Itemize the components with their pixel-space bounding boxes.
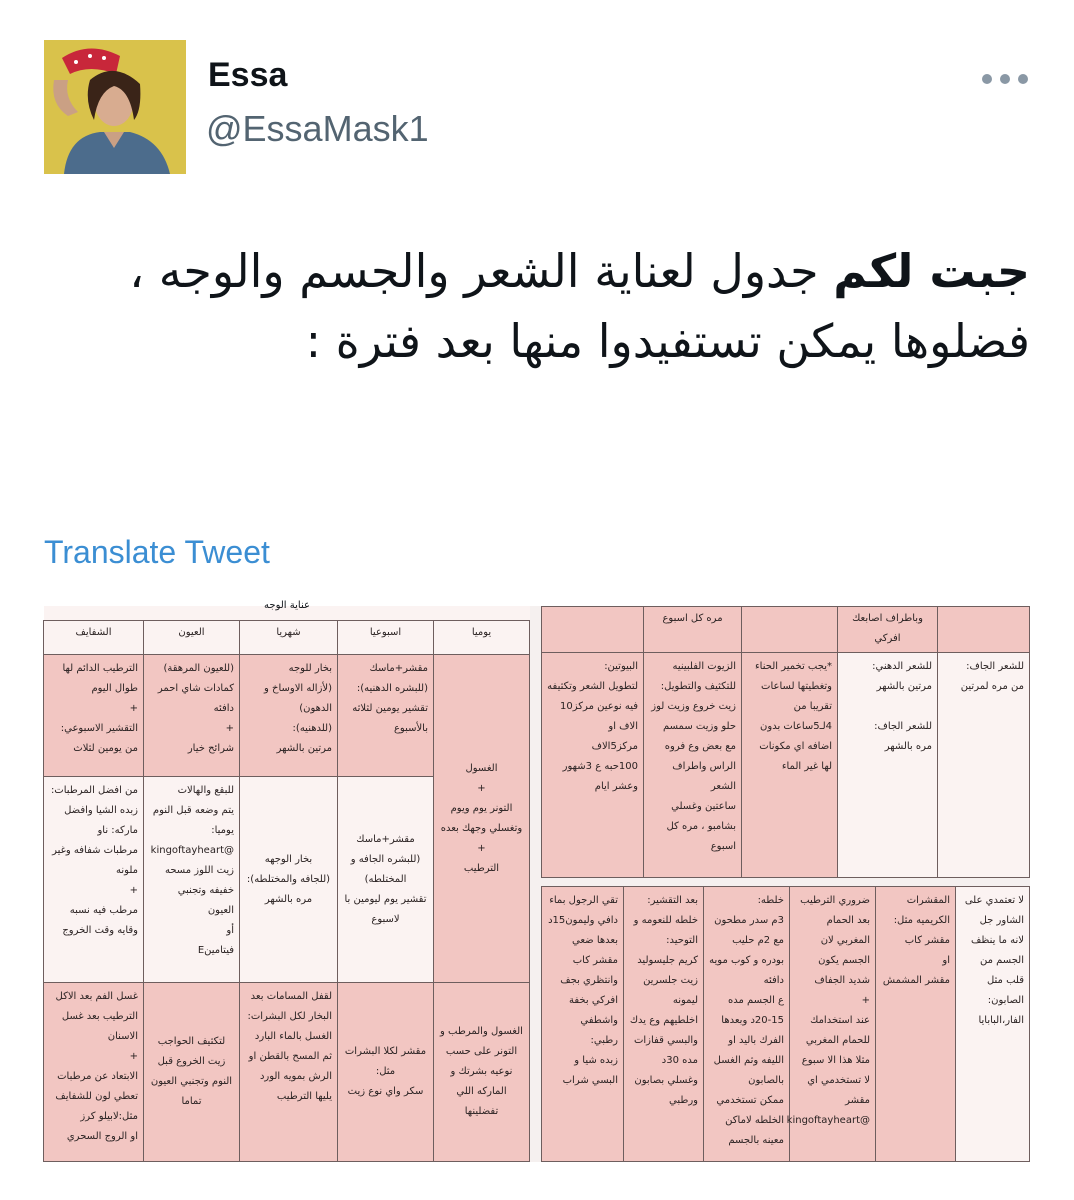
face-care-table (44, 600, 530, 1162)
face-cell: بخار الوجهه (للجافه والمختلطه): مره بالشهر (240, 777, 338, 983)
face-table-title: عناية الوجه (264, 600, 310, 611)
hair-header: وباطراف اصابعك افركي (838, 607, 938, 653)
face-cell: لقفل المسامات بعد البخار لكل البشرات: الغسل بالماء البارد ثم المسح بالقطن او الرش بمويه الورد يليها الترطيب (240, 983, 338, 1162)
body-cell: تقي الرجول بماء دافي وليمون15د بعدها ضعي مقشر كاب وانتظري بجف افركي بخفة واشطفي رطبي: زبده شيا و البسي شراب (542, 887, 624, 1162)
face-cell: مقشر+ماسك (للبشره الدهنيه): تقشير يومين لثلاثه بالأسبوع (338, 655, 434, 777)
hair-cell: *يجب تخمير الحناء وتغطيتها لساعات تقريبا من 4لـ5ساعات بدون اضافه اي مكونات لها غير الماء (742, 653, 838, 878)
author-avatar[interactable] (44, 40, 186, 174)
hair-cell: الزيوت الفلبينيه للتكثيف والتطويل: زيت خروع وزيت لوز حلو وزيت سمسم مع بعض وع فروه الراس واطراف الشعر ساعتين وغسلي بشامبو ، مره كل اسبوع (644, 653, 742, 878)
face-cell: لتكثيف الحواجب زيت الخروع قبل النوم وتجنبي العيون تماما (144, 983, 240, 1162)
face-header: يوميا (434, 621, 530, 655)
tweet-text-bold: جبت لكم (833, 244, 1030, 298)
face-cell: الغسول والمرطب و التونر على حسب نوعيه بشرتك و الماركه اللي تفضلينها (434, 983, 530, 1162)
tweet-text-body: جدول لعناية الشعر والجسم والوجه ، فضلوها يمكن تستفيدوا منها بعد فترة : (129, 244, 1030, 368)
hair-cell: البيوتين: لتطويل الشعر وتكثيفه فيه نوعين مركز10 الاف او مركز5الاف 100حبه ع 3شهور وعشر ايام (542, 653, 644, 878)
face-header: الشفايف (44, 621, 144, 655)
hair-header (542, 607, 644, 653)
face-cell: غسل الفم بعد الاكل الترطيب بعد غسل الاسنان + الابتعاد عن مرطبات تعطي لون للشفايف مثل:لابيلو كرز او الروج السحري (44, 983, 144, 1162)
face-cell: مقشر+ماسك (للبشره الجافه و المختلطه) تقشير يوم ليومين با لاسبوع (338, 777, 434, 983)
avatar-image (44, 40, 186, 174)
face-cell: من افضل المرطبات: زبده الشيا وافضل ماركه: ناو مرطبات شفافه وغير ملونه + مرطب فيه نسبه وقايه وقت الخروج (44, 777, 144, 983)
body-cell: لا تعتمدي على الشاور جل لانه ما ينظف الجسم من قلب مثل الصابون: الفار،البابايا (956, 887, 1030, 1162)
face-header: اسبوعيا (338, 621, 434, 655)
body-cell: بعد التقشير: خلطه للنعومه و التوحيد: كريم جليسوليد زيت جلسرين ليمونه اخلطيهم وع يدك والبسي قفازات مده 30د وغسلي بصابون ورطبي (624, 887, 704, 1162)
face-header: العيون (144, 621, 240, 655)
hair-cell: للشعر الدهني: مرتين بالشهر للشعر الجاف: مره بالشهر (838, 653, 938, 878)
tweet-text (60, 236, 1030, 376)
face-cell: مقشر لكلا البشرات مثل: سكر واي نوع زيت (338, 983, 434, 1162)
hair-header (742, 607, 838, 653)
face-cell: الترطيب الدائم لها طوال اليوم + التقشير الاسبوعي: من يومين لثلاث (44, 655, 144, 777)
body-cell: ضروري الترطيب بعد الحمام المغربي لان الجسم يكون شديد الجفاف + عند استخدامك للحمام المغربي مثلا هذا الا سبوع لا تستخدمي اي مقشر @kingoftayheart (790, 887, 876, 1162)
face-header: شهريا (240, 621, 338, 655)
tweet-media-image[interactable] (44, 600, 1030, 1162)
author-handle[interactable]: @EssaMask1 (206, 108, 429, 149)
body-care-table (542, 886, 1030, 1162)
face-cell: للبقع والهالات يتم وضعه قبل النوم يوميا: @kingoftayheart زيت اللوز مسحه خفيفه وتجنبي العيون أو فيتامينE (144, 777, 240, 983)
translate-tweet-link[interactable]: Translate Tweet (44, 534, 270, 570)
more-horizontal-icon[interactable] (982, 62, 1028, 96)
hair-care-table (542, 606, 1030, 878)
face-cell: بخار للوجه (لأزاله الاوساخ و الدهون) (للدهنيه): مرتين بالشهر (240, 655, 338, 777)
face-cell: (للعيون المرهقة) كمادات شاي احمر دافئه + شرائح خيار (144, 655, 240, 777)
author-name[interactable]: Essa (208, 56, 288, 94)
hair-header (938, 607, 1030, 653)
body-cell: المقشرات الكريميه مثل: مقشر كاب او مقشر المشمش (876, 887, 956, 1162)
body-cell: خلطه: 3م سدر مطحون مع 2م حليب بودره و كوب مويه دافئه ع الجسم مده 15-20د وبعدها الفرك باليد او الليفه وثم الغسل بالصابون ممكن تستخدمي الخلطه لاماكن معينه بالجسم (704, 887, 790, 1162)
hair-cell: للشعر الجاف: من مره لمرتين (938, 653, 1030, 878)
face-cell: الغسول + التونر يوم ويوم وتغسلي وجهك بعده + الترطيب (434, 655, 530, 983)
hair-header: مره كل اسبوع (644, 607, 742, 653)
